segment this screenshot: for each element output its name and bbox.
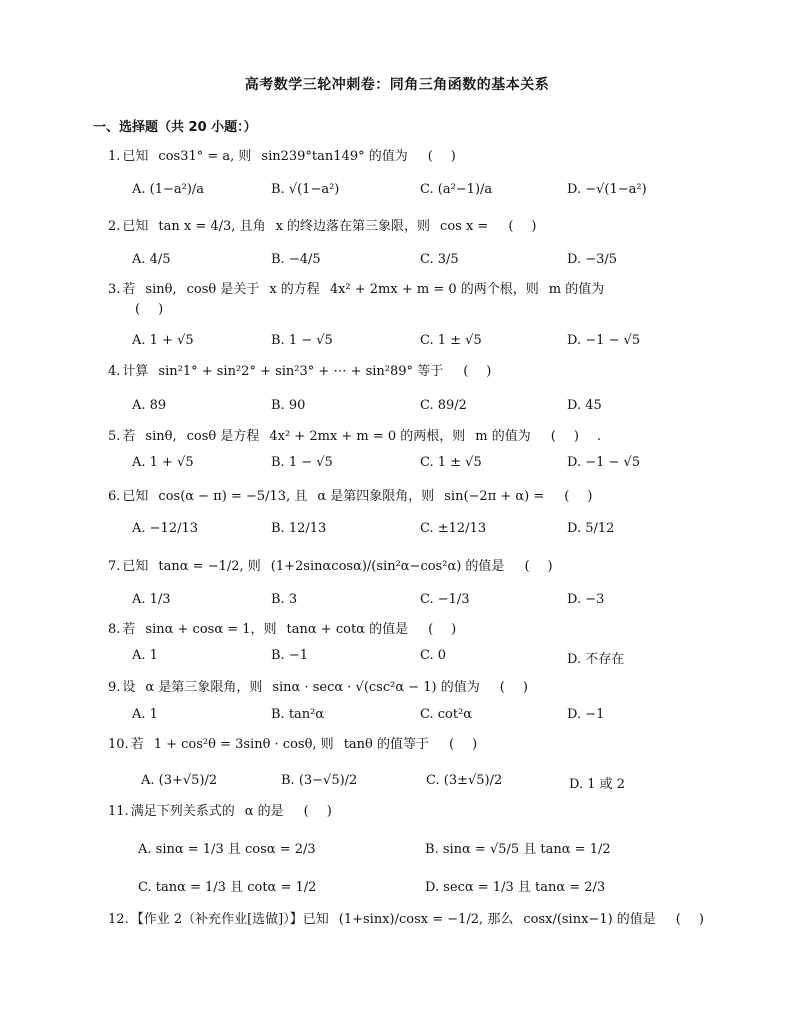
question-stem-segment: sin(−2π + α) =: [444, 489, 545, 504]
option-c[interactable]: C. 1 ± √5: [420, 455, 482, 470]
question-stem-segment: 若: [130, 737, 144, 752]
question-stem-segment: (1+2sinαcosα)/(sin²α−cos²α) 的值是: [270, 559, 505, 574]
option-c[interactable]: C. (a²−1)/a: [420, 182, 493, 197]
option-b[interactable]: B. 3: [271, 592, 298, 607]
question-stem-segment: tan x = 4/3, 且角: [158, 219, 266, 234]
option-b[interactable]: B. (3−√5)/2: [281, 773, 358, 788]
option-a[interactable]: A. sinα = 1/3 且 cosα = 2/3: [138, 842, 316, 857]
answer-blank[interactable]: (): [675, 912, 722, 927]
answer-blank[interactable]: (): [427, 149, 474, 164]
question-number: 10.: [108, 737, 129, 752]
question-stem-segment: cosθ 是关于: [186, 282, 260, 297]
question-stem-segment: α 的是: [244, 804, 284, 819]
question-stem-segment: sinα + cosα = 1，则: [145, 622, 277, 637]
question-stem-segment: tanθ 的值等于: [343, 737, 429, 752]
option-a[interactable]: A. (1−a²)/a: [132, 182, 205, 197]
question-stem-segment: cosx/(sinx−1) 的值是: [523, 912, 656, 927]
question-stem-segment: x 的方程: [269, 282, 320, 297]
answer-blank[interactable]: (): [499, 680, 546, 695]
question-stem-segment: 已知: [122, 149, 149, 164]
answer-blank[interactable]: (): [428, 622, 475, 637]
option-a[interactable]: A. (3+√5)/2: [141, 773, 218, 788]
option-c[interactable]: C. ±12/13: [420, 521, 487, 536]
option-d[interactable]: D. −1: [567, 707, 605, 722]
option-a[interactable]: A. −12/13: [132, 521, 199, 536]
question-5: [108, 425, 619, 444]
option-d[interactable]: D. secα = 1/3 且 tanα = 2/3: [425, 880, 606, 895]
option-b[interactable]: B. sinα = √5/5 且 tanα = 1/2: [425, 842, 611, 857]
option-b[interactable]: B. 12/13: [271, 521, 327, 536]
question-number: 6.: [108, 489, 121, 504]
question-stem-segment: 已知: [122, 489, 149, 504]
answer-blank[interactable]: (): [303, 804, 350, 819]
answer-blank[interactable]: (): [463, 364, 510, 379]
option-d[interactable]: D. −1 − √5: [567, 333, 641, 348]
question-stem-segment: 设: [122, 680, 136, 695]
question-number: 2.: [108, 219, 121, 234]
question-stem-segment: α 是第三象限角，则: [145, 680, 263, 695]
question-stem-segment: 若: [122, 282, 136, 297]
question-stem-segment: α 是第四象限角，则: [317, 489, 435, 504]
question-2: [108, 215, 554, 234]
question-number: 7.: [108, 559, 121, 574]
question-stem-segment: 已知: [122, 219, 149, 234]
question-stem-segment: cos x =: [440, 219, 489, 234]
question-number: 8.: [108, 622, 121, 637]
question-number: 4.: [108, 364, 121, 379]
question-number: 3.: [108, 282, 121, 297]
question-stem-segment: m 的值为: [475, 429, 531, 444]
question-number: 5.: [108, 429, 121, 444]
option-c[interactable]: C. tanα = 1/3 且 cotα = 1/2: [138, 880, 317, 895]
option-c[interactable]: C. −1/3: [420, 592, 470, 607]
question-stem-segment: (1+sinx)/cosx = −1/2, 那么: [338, 912, 514, 927]
question-stem-segment: tanα = −1/2, 则: [158, 559, 261, 574]
answer-blank[interactable]: (): [449, 737, 496, 752]
question-stem-segment: 满足下列关系式的: [130, 804, 235, 819]
answer-blank[interactable]: (): [508, 219, 555, 234]
option-d[interactable]: D. 5/12: [567, 521, 615, 536]
question-11: [108, 800, 350, 819]
option-a[interactable]: A. 1: [132, 707, 158, 722]
section-heading: 一、选择题（共 20 小题：）: [93, 120, 257, 135]
option-c[interactable]: C. 89/2: [420, 398, 467, 413]
answer-blank[interactable]: (): [524, 559, 571, 574]
question-3: [108, 278, 614, 297]
option-c[interactable]: C. cot²α: [420, 707, 473, 722]
question-number: 9.: [108, 680, 121, 695]
option-b[interactable]: B. −4/5: [271, 252, 321, 267]
question-7: [108, 555, 571, 574]
option-d[interactable]: D. 不存在: [567, 652, 625, 667]
question-1: [108, 145, 474, 164]
option-c[interactable]: C. 3/5: [420, 252, 459, 267]
question-stem-segment: sinα · secα · √(csc²α − 1) 的值为: [272, 680, 480, 695]
option-d[interactable]: D. 1 或 2: [569, 777, 626, 792]
option-b[interactable]: B. −1: [271, 648, 308, 663]
question-6: [108, 485, 610, 504]
option-a[interactable]: A. 4/5: [132, 252, 171, 267]
option-d[interactable]: D. −3/5: [567, 252, 618, 267]
option-d[interactable]: D. −3: [567, 592, 605, 607]
question-stem-segment: sin²1° + sin²2° + sin²3° + ⋯ + sin²89° 等于: [158, 364, 444, 379]
option-c[interactable]: C. 0: [420, 648, 447, 663]
answer-blank[interactable]: (): [564, 489, 611, 504]
question-stem-segment: sinθ,: [145, 282, 177, 297]
option-a[interactable]: A. 1/3: [132, 592, 171, 607]
option-b[interactable]: B. tan²α: [271, 707, 325, 722]
answer-blank[interactable]: (): [135, 302, 182, 317]
question-stem-segment: 已知: [122, 559, 149, 574]
question-number: 12.: [108, 912, 129, 927]
option-d[interactable]: D. 45: [567, 398, 602, 413]
question-stem-segment: 【作业 2（补充作业[选做]）】已知: [130, 912, 329, 927]
question-12: [108, 908, 722, 927]
option-b[interactable]: B. 90: [271, 398, 306, 413]
question-stem-segment: cos31° = a, 则: [158, 149, 252, 164]
question-stem-segment: 1 + cos²θ = 3sinθ · cosθ, 则: [153, 737, 334, 752]
question-4: [108, 360, 509, 379]
option-c[interactable]: C. 1 ± √5: [420, 333, 482, 348]
question-stem-segment: 4x² + 2mx + m = 0 的两个根，则: [329, 282, 539, 297]
option-d[interactable]: D. −√(1−a²): [567, 182, 647, 197]
question-continuation: [135, 302, 181, 317]
option-a[interactable]: A. 89: [132, 398, 167, 413]
question-stem-segment: m 的值为: [548, 282, 605, 297]
question-number: 1.: [108, 149, 121, 164]
answer-blank[interactable]: ().: [550, 429, 620, 444]
question-stem-segment: 若: [122, 429, 136, 444]
option-a[interactable]: A. 1: [132, 648, 158, 663]
question-stem-segment: sinθ,: [145, 429, 177, 444]
question-stem-segment: cos(α − π) = −5/13, 且: [158, 489, 308, 504]
question-stem-segment: x 的终边落在第三象限，则: [275, 219, 431, 234]
question-stem-segment: 计算: [122, 364, 149, 379]
option-b[interactable]: B. √(1−a²): [271, 182, 340, 197]
option-d[interactable]: D. −1 − √5: [567, 455, 641, 470]
question-number: 11.: [108, 804, 129, 819]
option-a[interactable]: A. 1 + √5: [132, 333, 194, 348]
question-stem-segment: 4x² + 2mx + m = 0 的两根，则: [269, 429, 466, 444]
question-10: [108, 733, 495, 752]
option-a[interactable]: A. 1 + √5: [132, 455, 194, 470]
page-title: 高考数学三轮冲刺卷：同角三角函数的基本关系: [244, 77, 550, 93]
question-9: [108, 676, 546, 695]
question-stem-segment: 若: [122, 622, 136, 637]
question-8: [108, 618, 474, 637]
option-b[interactable]: B. 1 − √5: [271, 455, 333, 470]
question-stem-segment: tanα + cotα 的值是: [286, 622, 409, 637]
question-stem-segment: sin239°tan149° 的值为: [261, 149, 408, 164]
question-stem-segment: cosθ 是方程: [186, 429, 260, 444]
option-c[interactable]: C. (3±√5)/2: [426, 773, 503, 788]
option-b[interactable]: B. 1 − √5: [271, 333, 333, 348]
